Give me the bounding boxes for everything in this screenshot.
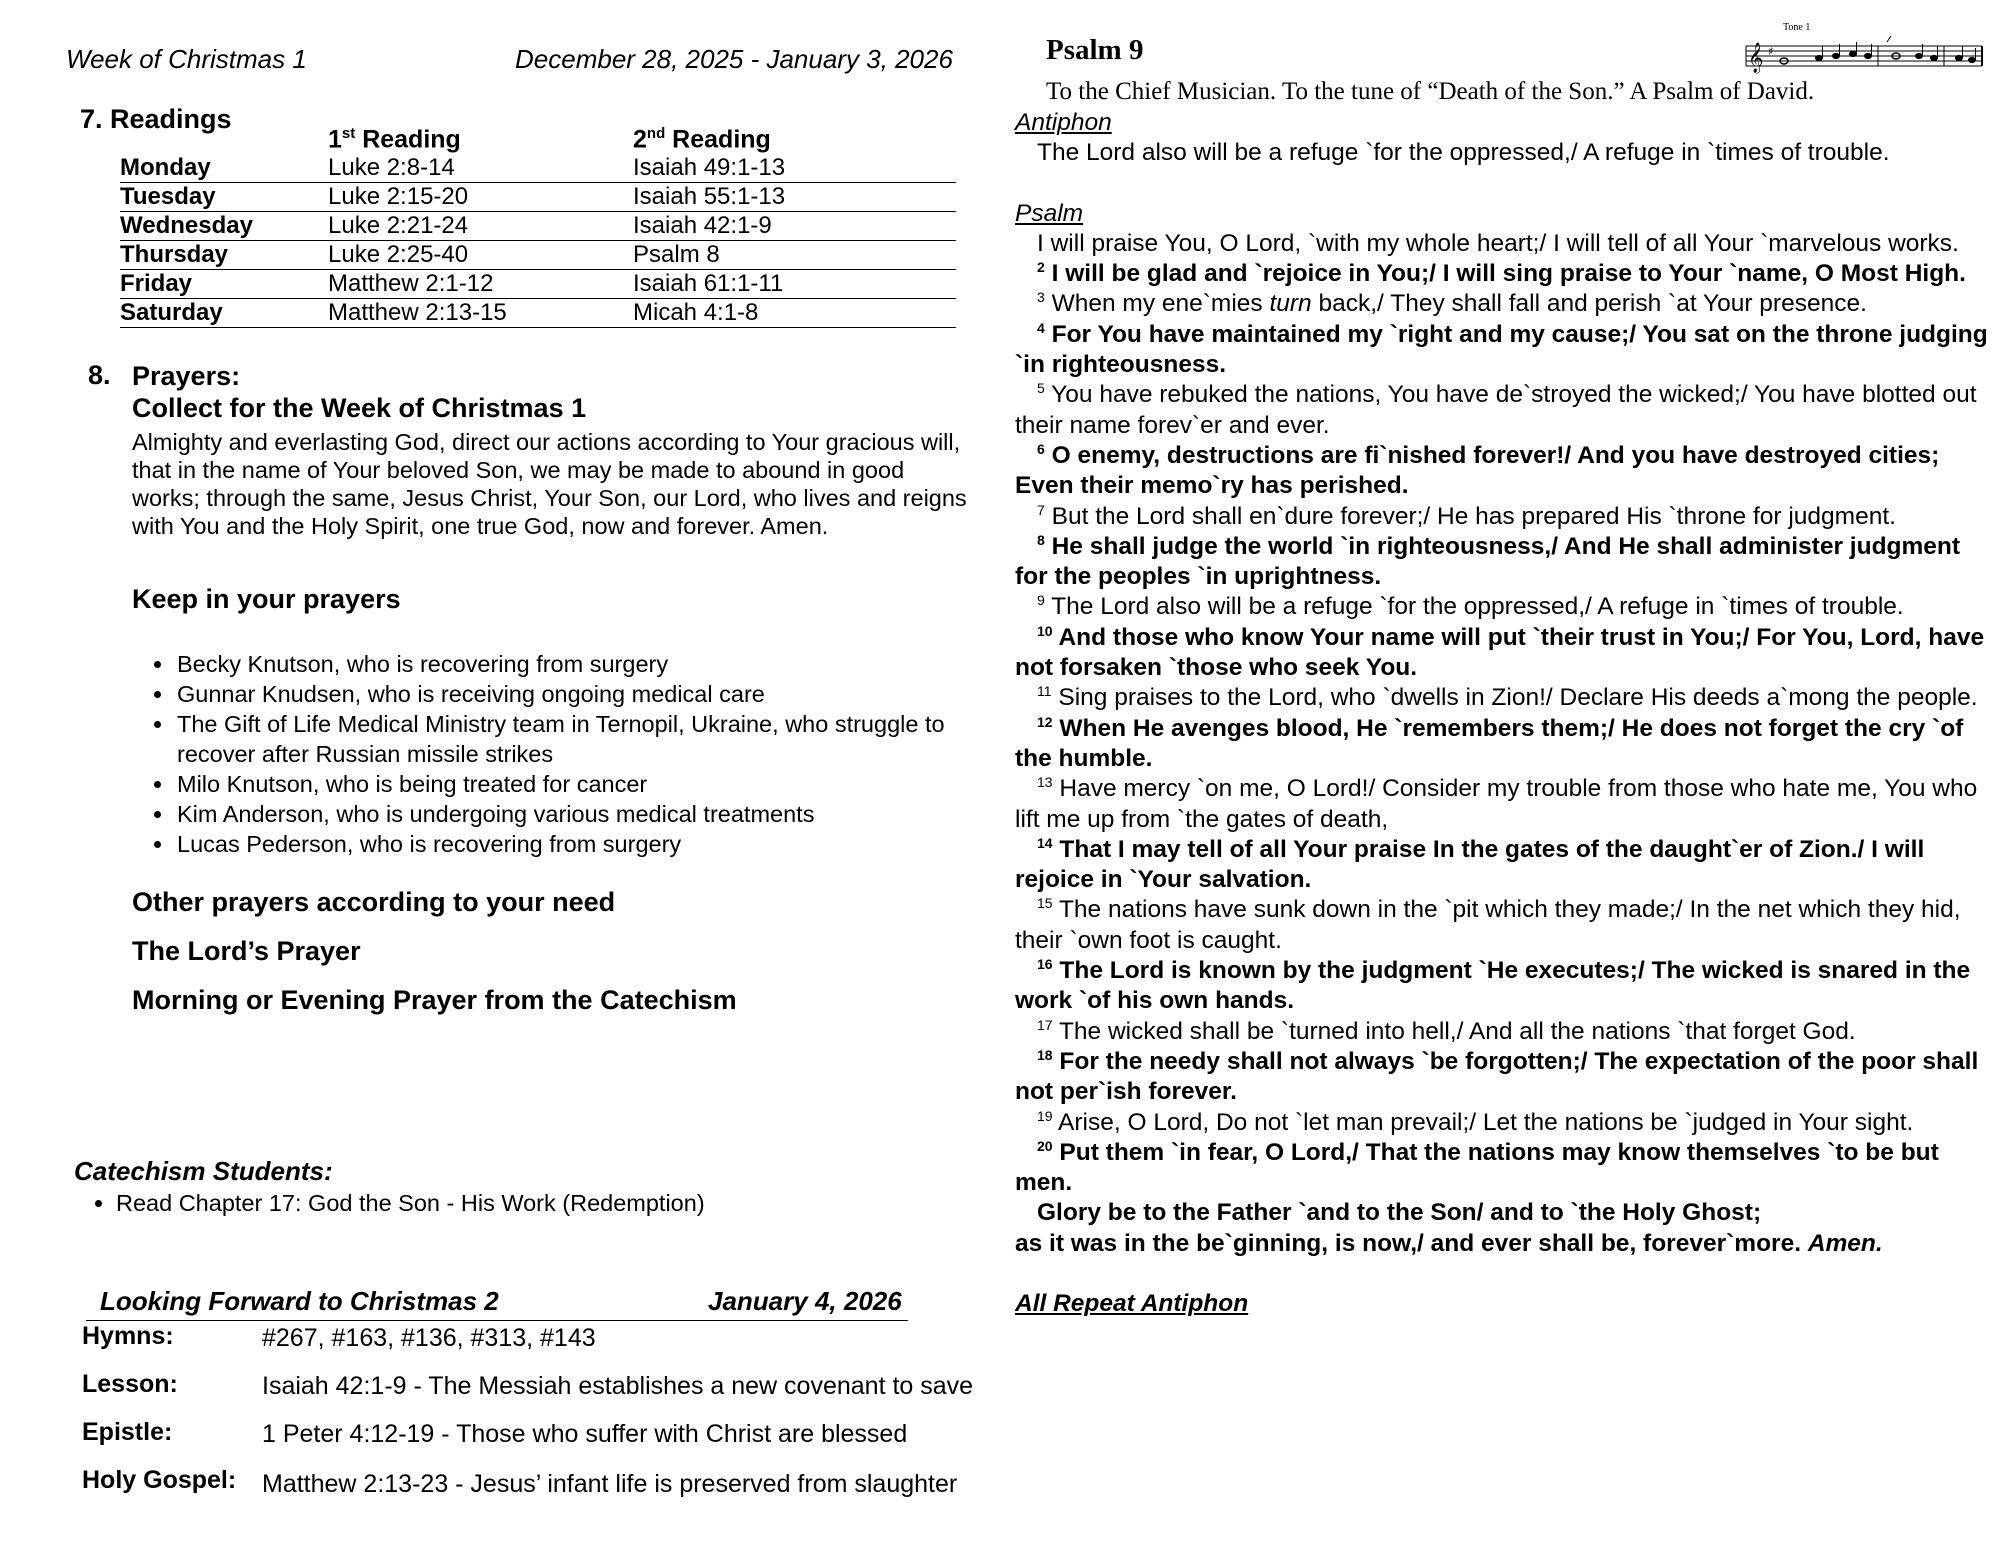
verse: $^{19}$ Arise, O Lord, Do not `let man prevail;/ Let the nations be `judged in Your sight.: [1037, 1107, 1914, 1136]
table-row: [120, 183, 956, 212]
readings-title: 7. Readings: [80, 104, 232, 134]
verse: $^5$ You have rebuked the nations, You have de`stroyed the wicked;/ You have blotted out their name forev`er and ever.: [1015, 380, 1977, 439]
verse: $^6$ O enemy, destructions are fi`nished forever!/ And you have destroyed cities; Even their memo`ry has perished.: [1015, 440, 1940, 500]
svg-text:𝄞: 𝄞: [1748, 43, 1764, 73]
lords-prayer: The Lord’s Prayer: [132, 936, 361, 966]
reading-day: Tuesday: [120, 183, 328, 212]
verse: $^{10}$ And those who know Your name will put `their trust in You;/ For You, Lord, have not forsaken `those who seek You.: [1015, 622, 1985, 682]
gloria-line-1: Glory be to the Father `and to the Son/ and to `the Holy Ghost;: [1037, 1199, 1762, 1227]
gloria-line-2: as it was in the be`ginning, is now,/ and ever shall be, forever`more. Amen.: [1015, 1229, 1883, 1257]
table-row: [120, 154, 956, 183]
list-item: • Lucas Pederson, who is recovering from surgery: [175, 829, 968, 859]
table-row: [120, 299, 956, 328]
reading-second: Isaiah 49:1-13: [633, 154, 956, 183]
week-dates: December 28, 2025 - January 3, 2026: [515, 44, 953, 74]
verse: $^{11}$ Sing praises to the Lord, who `dwells in Zion!/ Declare His deeds a`mong the people.: [1037, 683, 1978, 712]
psalm-label: Psalm: [1015, 199, 1084, 227]
tone-label: Tone 1: [1783, 22, 1811, 33]
reading-first: Luke 2:21-24: [328, 212, 633, 241]
verse: $^{14}$ That I may tell of all Your praise In the gates of the daught`er of Zion./ I will rejoice in `Your salvation.: [1015, 834, 1925, 894]
reading-first: Matthew 2:13-15: [328, 299, 633, 328]
verse: $^{12}$ When He avenges blood, He `remembers them;/ He does not forget the cry `of the humble.: [1015, 713, 1964, 772]
reading-first: Luke 2:25-40: [328, 241, 633, 270]
reading-first: Luke 2:15-20: [328, 183, 633, 212]
reading-day: Friday: [120, 270, 328, 299]
antiphon-label: Antiphon: [1015, 109, 1112, 136]
gospel-label: Holy Gospel:: [82, 1466, 237, 1494]
reading-second: Psalm 8: [633, 241, 956, 270]
list-item: • Read Chapter 17: God the Son - His Work (Redemption): [116, 1190, 705, 1217]
other-prayers: Other prayers according to your need: [132, 887, 616, 917]
verse: $^8$ He shall judge the world `in righteousness,/ And He shall administer judgment for the peoples `in uprightness.: [1015, 531, 1961, 591]
table-row: [120, 212, 956, 241]
psalm-subtitle: To the Chief Musician. To the tune of “Death of the Son.” A Psalm of David.: [1046, 78, 1815, 105]
verse: $^7$ But the Lord shall en`dure forever;/ He has prepared His `throne for judgment.: [1037, 501, 1896, 530]
divider: [86, 1320, 908, 1321]
readings-header-row: [120, 124, 956, 154]
collect-text: Almighty and everlasting God, direct our actions according to Your gracious will, that in the name of Your beloved Son, we may be made to abound in good works; through the same, Jesus Christ, Your Son, our Lord, who lives and reigns with You and the Holy Spirit, one true God, now and forever. Amen.: [132, 429, 967, 539]
week-title: Week of Christmas 1: [66, 44, 307, 74]
readings-header-first: 1st Reading: [328, 124, 461, 153]
reading-first: Matthew 2:1-12: [328, 270, 633, 299]
table-row: [120, 241, 956, 270]
reading-second: Isaiah 42:1-9: [633, 212, 956, 241]
verse: $^{13}$ Have mercy `on me, O Lord!/ Consider my trouble from those who hate me, You who lift me up from `the gates of death,: [1015, 774, 1978, 833]
reading-day: Wednesday: [120, 212, 328, 241]
prayers-title: Prayers:: [132, 361, 241, 391]
verse: $^3$ When my ene`mies turn back,/ They shall fall and perish `at Your presence.: [1037, 289, 1867, 318]
catechism-title: Catechism Students:: [74, 1156, 333, 1186]
verse: $^{17}$ The wicked shall be `turned into hell,/ And all the nations `that forget God.: [1037, 1016, 1856, 1045]
verse: $^9$ The Lord also will be a refuge `for the oppressed,/ A refuge in `times of trouble.: [1037, 592, 1904, 621]
reading-day: Saturday: [120, 299, 328, 328]
hymns-label: Hymns:: [82, 1322, 174, 1350]
readings-header-second: 2nd Reading: [633, 124, 771, 153]
verse: $^{16}$ The Lord is known by the judgment `He executes;/ The wicked is snared in the work `of his own hands.: [1015, 955, 1971, 1015]
epistle-text: 1 Peter 4:12-19 - Those who suffer with Christ are blessed: [262, 1420, 908, 1448]
svg-text:♯: ♯: [1768, 45, 1774, 58]
verse-1: I will praise You, O Lord, `with my whole heart;/ I will tell of all Your `marvelous works.: [1037, 229, 1959, 257]
reading-day: Thursday: [120, 241, 328, 270]
looking-forward-date: January 4, 2026: [708, 1286, 902, 1316]
epistle-label: Epistle:: [82, 1418, 173, 1446]
verse: $^{15}$ The nations have sunk down in the `pit which they made;/ In the net which they hid, their `own foot is caught.: [1015, 895, 1961, 954]
prayers-number: 8.: [88, 360, 111, 390]
prayers-section: [88, 360, 968, 1016]
hymns-text: #267, #163, #136, #313, #143: [262, 1324, 596, 1352]
reading-second: Isaiah 55:1-13: [633, 183, 956, 212]
gospel-text: Matthew 2:13-23 - Jesus’ infant life is preserved from slaughter: [262, 1470, 958, 1498]
catechism-list: [82, 1190, 705, 1217]
readings-header-day: [120, 124, 328, 154]
list-item: • Milo Knutson, who is being treated for cancer: [175, 769, 968, 799]
verse: $^2$ I will be glad and `rejoice in You;/ I will sing praise to Your `name, O Most High.: [1037, 259, 1966, 288]
psalm-body: [1015, 108, 1990, 1319]
keep-list: [132, 649, 968, 859]
lesson-label: Lesson:: [82, 1370, 178, 1398]
table-row: [120, 270, 956, 299]
reading-first: Luke 2:8-14: [328, 154, 633, 183]
collect-title: Collect for the Week of Christmas 1: [132, 393, 587, 423]
reading-day: Monday: [120, 154, 328, 183]
list-item: • Kim Anderson, who is undergoing various medical treatments: [175, 799, 968, 829]
keep-title: Keep in your prayers: [132, 584, 401, 614]
antiphon-text: The Lord also will be a refuge `for the oppressed,/ A refuge in `times of trouble.: [1037, 139, 1890, 167]
reading-second: Micah 4:1-8: [633, 299, 956, 328]
looking-forward-title: Looking Forward to Christmas 2: [100, 1286, 499, 1316]
list-item: • Becky Knutson, who is recovering from surgery: [175, 649, 968, 679]
list-item: • The Gift of Life Medical Ministry team in Ternopil, Ukraine, who struggle to recover after Russian missile strikes: [175, 709, 968, 769]
readings-table: [120, 124, 956, 328]
verse: $^4$ For You have maintained my `right and my cause;/ You sat on the throne judging `in righteousness.: [1015, 319, 1988, 379]
list-item: • Gunnar Knudsen, who is receiving ongoing medical care: [175, 679, 968, 709]
psalm-title: Psalm 9: [1046, 34, 1144, 66]
reading-second: Isaiah 61:1-11: [633, 270, 956, 299]
verse: $^{18}$ For the needy shall not always `be forgotten;/ The expectation of the poor shall not per`ish forever.: [1015, 1046, 1979, 1106]
lesson-text: Isaiah 42:1-9 - The Messiah establishes a new covenant to save: [262, 1372, 974, 1400]
repeat-antiphon: All Repeat Antiphon: [1015, 1289, 1249, 1317]
music-staff-icon: [1744, 36, 1984, 76]
morning-evening-prayer: Morning or Evening Prayer from the Catechism: [132, 985, 737, 1015]
verse: $^{20}$ Put them `in fear, O Lord,/ That the nations may know themselves `to be but men.: [1015, 1137, 1939, 1197]
